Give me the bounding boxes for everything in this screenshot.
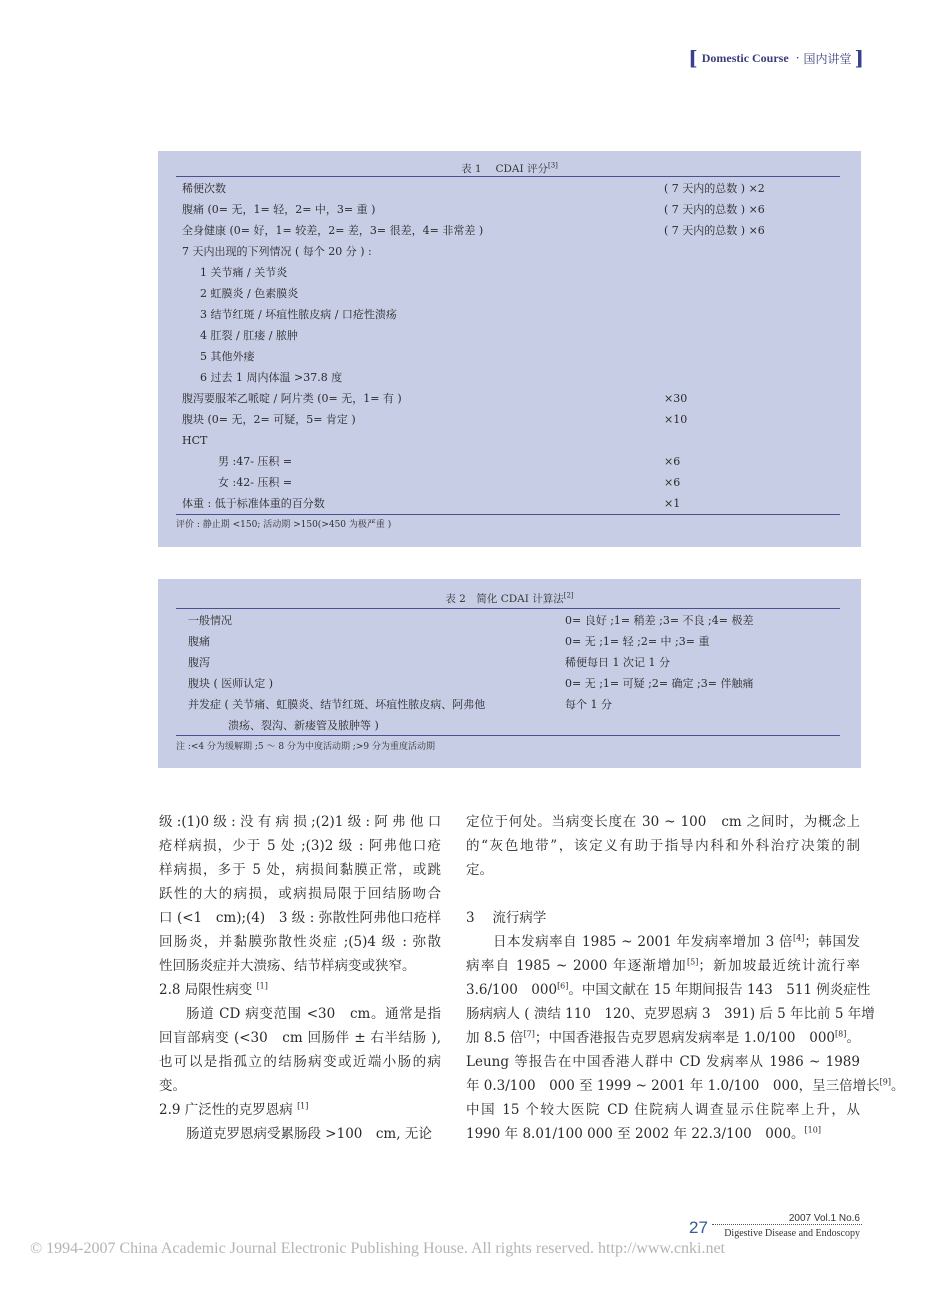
right-paragraph-2 xyxy=(466,930,905,1146)
left-paragraph-2 xyxy=(159,1002,441,1098)
left-paragraph-3: 肠道克罗恩病受累肠段 >100 cm, 无论 xyxy=(186,1126,432,1142)
line-text: 年 0.3/100 000 至 1999 ~ 2001 年 1.0/100 000，呈三倍增长 xyxy=(466,1078,880,1094)
table-1-label: 体重 : 低于标准体重的百分数 xyxy=(182,497,325,510)
table-1-row xyxy=(176,388,840,409)
line-text: 。中国文献在 15 年期间报告 143 511 例炎症性 xyxy=(568,982,871,998)
table-1-row xyxy=(176,304,840,325)
text-line xyxy=(466,954,860,978)
table-1-label: 男 :47- 压积 = xyxy=(218,455,293,468)
table-2-body xyxy=(176,608,840,736)
section-2-8-ref: [1] xyxy=(256,981,268,991)
citation-ref: [8] xyxy=(835,1029,847,1039)
footer-issue: 2007 Vol.1 No.6 xyxy=(788,1213,860,1224)
table-1-label: 2 虹膜炎 / 色素膜炎 xyxy=(200,287,299,300)
text-line xyxy=(466,1074,905,1098)
table-1-row xyxy=(176,367,840,388)
text-line xyxy=(466,1002,875,1026)
table-1-label: 稀便次数 xyxy=(182,182,226,195)
table-2-value: 稀便每日 1 次记 1 分 xyxy=(565,656,670,669)
table-1-label: 7 天内出现的下列情况 ( 每个 20 分 ) : xyxy=(182,245,372,258)
text-line: 回肠炎，并黏膜弥散性炎症 ;(5)4 级 : 弥散 xyxy=(159,934,441,950)
text-line: 疮样病损，少于 5 处 ;(3)2 级 : 阿弗他口疮 xyxy=(159,838,441,854)
text-line xyxy=(466,1050,860,1074)
text-line: 口 (<1 cm);(4) 3 级 : 弥散性阿弗他口疮样 xyxy=(159,910,441,926)
table-1-note: 评价 : 静止期 <150; 活动期 >150(>450 为极严重 ) xyxy=(176,520,392,530)
left-paragraph-1 xyxy=(159,810,441,978)
table-1-value: ( 7 天内的总数 ) ×2 xyxy=(664,182,765,195)
text-line xyxy=(466,1098,860,1122)
table-1-row xyxy=(176,409,840,430)
table-1-label: 4 肛裂 / 肛瘘 / 脓肿 xyxy=(200,329,298,342)
table-1-row xyxy=(176,220,840,241)
table-2-value: 0= 良好 ;1= 稍差 ;3= 不良 ;4= 极差 xyxy=(565,614,754,627)
text-line: 定。 xyxy=(466,862,493,878)
table-1-label: 腹块 (0= 无，2= 可疑，5= 肯定 ) xyxy=(182,413,356,426)
table-1-label: 1 关节痛 / 关节炎 xyxy=(200,266,288,279)
table-2-row xyxy=(176,610,840,631)
table-2-label: 一般情况 xyxy=(188,614,232,627)
table-1-row xyxy=(176,346,840,367)
table-1-panel xyxy=(158,151,861,547)
table-1-value: ×6 xyxy=(664,455,681,468)
header-section-en: Domestic Course xyxy=(701,50,789,65)
table-2-label: 并发症 ( 关节痛、虹膜炎、结节红斑、坏疽性脓皮病、阿弗他 xyxy=(188,698,486,711)
right-paragraph-1 xyxy=(466,810,860,882)
table-2-row xyxy=(176,694,840,715)
line-text: ；韩国发 xyxy=(804,934,860,950)
citation-ref: [9] xyxy=(879,1077,892,1087)
table-1-value: ×1 xyxy=(664,497,681,510)
table-1-label: 腹痛 (0= 无，1= 轻，2= 中，3= 重 ) xyxy=(182,203,376,216)
section-2-9-ref: [1] xyxy=(297,1101,309,1111)
table-1-row xyxy=(176,178,840,199)
text-line: 跃性的大的病损，或病损局限于回结肠吻合 xyxy=(159,886,441,902)
table-1-row xyxy=(176,241,840,262)
text-line: 样病损，多于 5 处，病损间黏膜正常，或跳 xyxy=(159,862,441,878)
paragraph-gap xyxy=(466,882,860,906)
table-2-panel xyxy=(158,579,861,768)
running-header xyxy=(688,48,864,68)
table-1-row xyxy=(176,493,840,514)
table-1-value: ×30 xyxy=(664,392,688,405)
copyright-watermark: © 1994-2007 China Academic Journal Electronic Publishing House. All rights reserved. http://www.cnki.net xyxy=(30,1240,725,1257)
table-2-value: 0= 无 ;1= 轻 ;2= 中 ;3= 重 xyxy=(565,635,710,648)
text-line: 肠道 CD 病变范围 <30 cm。通常是指 xyxy=(186,1006,441,1022)
table-1-label: 腹泻要服苯乙哌啶 / 阿片类 (0= 无，1= 有 ) xyxy=(182,392,402,405)
line-text: 。 xyxy=(891,1078,905,1094)
text-line: 变。 xyxy=(159,1078,186,1094)
table-1-value: ×10 xyxy=(664,413,688,426)
table-1-row xyxy=(176,283,840,304)
header-bracket-right: ] xyxy=(854,46,864,70)
table-2-label: 腹痛 xyxy=(188,635,210,648)
right-column xyxy=(466,810,905,1146)
table-1-label: 女 :42- 压积 = xyxy=(218,476,293,489)
line-text: 中国 15 个较大医院 CD 住院病人调查显示住院率上升，从 xyxy=(466,1102,860,1118)
header-bracket-left: [ xyxy=(688,46,698,70)
table-1-row xyxy=(176,430,840,451)
table-1-value: ( 7 天内的总数 ) ×6 xyxy=(664,203,765,216)
table-2-label: 腹泻 xyxy=(188,656,210,669)
table-1-value: ×6 xyxy=(664,476,681,489)
section-2-9-heading: 2.9 广泛性的克罗恩病 [1] xyxy=(159,1101,309,1118)
text-line xyxy=(466,1026,860,1050)
table-1-body xyxy=(176,176,840,515)
table-1-caption: 表 1 CDAI 评分[3] xyxy=(461,161,558,175)
table-1-label: 5 其他外瘘 xyxy=(200,350,255,363)
citation-ref: [5] xyxy=(686,957,699,967)
line-text: 日本发病率自 1985 ~ 2001 年发病率增加 3 倍 xyxy=(493,934,794,950)
text-line xyxy=(466,978,871,1002)
table-1-row xyxy=(176,325,840,346)
section-3-heading: 3 流行病学 xyxy=(466,910,547,926)
header-separator: · xyxy=(795,51,800,65)
line-text: 病率自 1985 ~ 2000 年逐渐增加 xyxy=(466,958,687,974)
citation-ref: [6] xyxy=(557,981,569,991)
text-line: 也可以是指孤立的结肠病变或近端小肠的病 xyxy=(159,1054,441,1070)
table-1-row xyxy=(176,262,840,283)
section-2-8-heading: 2.8 局限性病变 [1] xyxy=(159,981,268,998)
line-text: ；新加坡最近统计流行率 xyxy=(698,958,860,974)
table-1-label: 全身健康 (0= 好，1= 较差，2= 差，3= 很差，4= 非常差 ) xyxy=(182,224,484,237)
text-line: 回盲部病变 (<30 cm 回肠伴 ± 右半结肠 ), xyxy=(159,1030,441,1046)
table-1-row xyxy=(176,199,840,220)
table-2-label: 腹块 ( 医师认定 ) xyxy=(188,677,274,690)
table-1-label: 3 结节红斑 / 坏疽性脓皮病 / 口疮性溃疡 xyxy=(200,308,397,321)
table-2-row xyxy=(176,652,840,673)
table-1-label: HCT xyxy=(182,434,208,447)
left-column xyxy=(159,810,441,1146)
table-2-row xyxy=(176,673,840,694)
table-1-value: ( 7 天内的总数 ) ×6 xyxy=(664,224,765,237)
table-1-row xyxy=(176,472,840,493)
header-section-zh: 国内讲堂 xyxy=(803,51,852,66)
table-2-value: 0= 无 ;1= 可疑 ;2= 确定 ;3= 伴触痛 xyxy=(565,677,754,690)
table-1-label: 6 过去 1 周内体温 >37.8 度 xyxy=(200,371,343,384)
text-line: 的“灰色地带”，该定义有助于指导内科和外科治疗决策的制 xyxy=(466,838,860,854)
text-line xyxy=(466,930,860,954)
line-text: 加 8.5 倍 xyxy=(466,1030,524,1046)
text-line: 定位于何处。当病变长度在 30 ~ 100 cm 之间时，为概念上 xyxy=(466,814,860,830)
page-number: 27 xyxy=(689,1218,708,1237)
table-2-caption: 表 2 简化 CDAI 计算法[2] xyxy=(445,591,574,605)
table-2-label: 溃疡、裂沟、新瘘管及脓肿等 ) xyxy=(228,719,379,732)
text-line: 级 :(1)0 级 : 没 有 病 损 ;(2)1 级 : 阿 弗 他 口 xyxy=(159,814,442,830)
footer-rule xyxy=(712,1224,862,1225)
text-line: 性回肠炎症并大溃疡、结节样病变或狭窄。 xyxy=(159,958,416,974)
table-2-row xyxy=(176,715,840,736)
line-text: 1990 年 8.01/100 000 至 2002 年 22.3/100 000。 xyxy=(466,1126,805,1142)
text-line xyxy=(466,1122,860,1146)
line-text: 肠病病人 ( 溃结 110 120、克罗恩病 3 391) 后 5 年比前 5 年增 xyxy=(466,1006,875,1022)
table-1-row xyxy=(176,451,840,472)
line-text: ；中国香港报告克罗恩病发病率是 1.0/100 000 xyxy=(534,1030,836,1046)
line-text: Leung 等报告在中国香港人群中 CD 发病率从 1986 ~ 1989 xyxy=(466,1054,860,1070)
table-1-ref: [3] xyxy=(547,161,558,170)
table-2-value: 每个 1 分 xyxy=(565,698,612,711)
table-2-note: 注 :<4 分为缓解期 ;5 ～ 8 分为中度活动期 ;>9 分为重度活动期 xyxy=(176,742,435,752)
line-text: 。 xyxy=(846,1030,861,1046)
citation-ref: [7] xyxy=(523,1029,535,1039)
table-2-row xyxy=(176,631,840,652)
citation-ref: [10] xyxy=(804,1125,821,1135)
table-2-ref: [2] xyxy=(563,591,574,600)
footer-journal: Digestive Disease and Endoscopy xyxy=(724,1228,860,1239)
citation-ref: [4] xyxy=(793,933,805,943)
line-text: 3.6/100 000 xyxy=(466,982,558,998)
